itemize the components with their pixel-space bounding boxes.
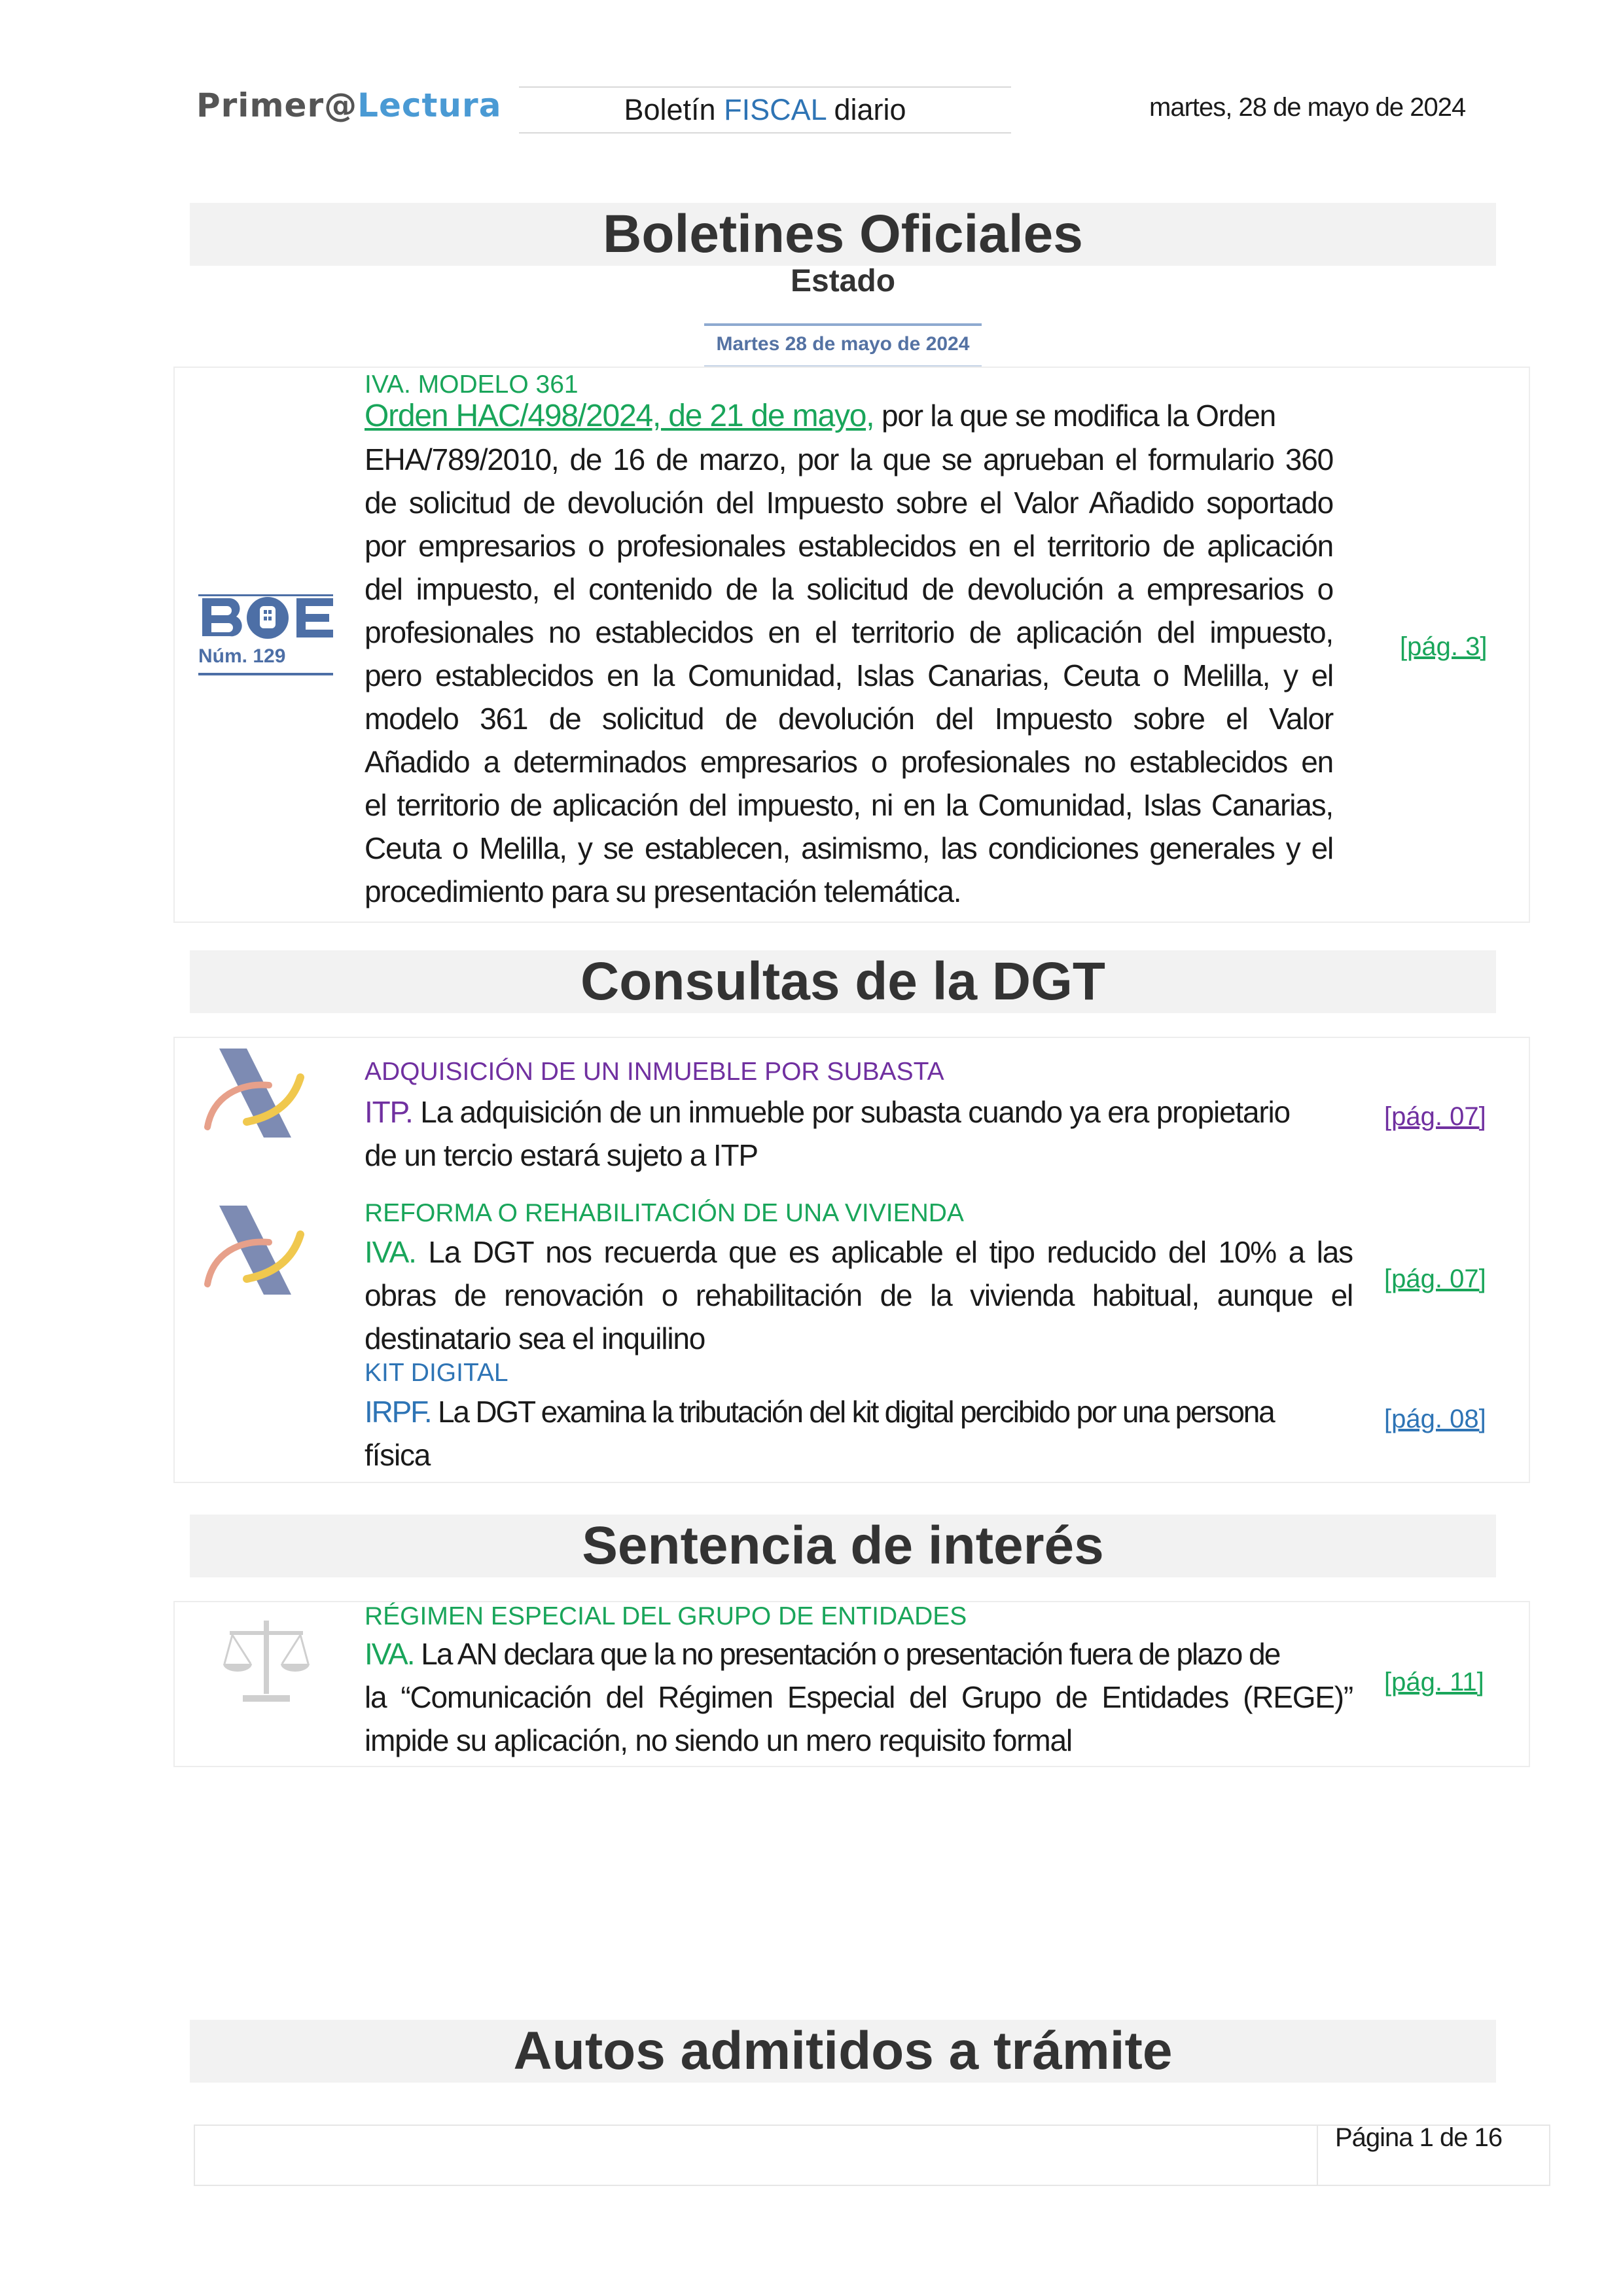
consulta-category: KIT DIGITAL: [365, 1359, 508, 1387]
consulta-text-line: La adquisición de un inmueble por subasta cuando ya era propietario: [412, 1095, 1290, 1129]
item-text-line: modelo 361 de solicitud de devolución del Impuesto sobre el Valor: [365, 702, 1333, 736]
scale-of-justice-icon: [221, 1615, 312, 1707]
consulta-category: ADQUISICIÓN DE UN INMUEBLE POR SUBASTA: [365, 1058, 944, 1086]
primeralectura-logo: [196, 86, 501, 124]
boletines-item-box: [173, 367, 1530, 923]
consulta-description: [365, 1090, 1353, 1177]
consulta-text-line: de un tercio estará sujeto a ITP: [365, 1138, 758, 1172]
boe-logo-top-rule: [198, 594, 333, 596]
agencia-tributaria-logo: [201, 1045, 312, 1143]
item-text-line: del impuesto, el contenido de la solicitud de devolución a empresarios o: [365, 572, 1333, 606]
section-title-autos: Autos admitidos a trámite: [190, 2020, 1496, 2083]
logo-text-part2: Lectura: [357, 86, 502, 124]
consulta-text-line: física: [365, 1438, 431, 1472]
tax-prefix: IRPF.: [365, 1395, 431, 1429]
page-ref-link[interactable]: [pág. 11]: [1384, 1668, 1484, 1696]
item-text-line: Añadido a determinados empresarios o profesionales no establecidos en: [365, 745, 1333, 779]
item-text-line: por empresarios o profesionales establecidos en el territorio de aplicación: [365, 529, 1333, 563]
consultas-box: [173, 1037, 1530, 1483]
consulta-text-line: obras de renovación o rehabilitación de la vivienda habitual, aunque el: [365, 1278, 1353, 1312]
page-ref-link[interactable]: [pág. 07]: [1384, 1265, 1486, 1293]
consulta-text-line: destinatario sea el inquilino: [365, 1321, 705, 1355]
bulletin-title: [519, 86, 1011, 134]
consulta-text-line: La DGT examina la tributación del kit digital percibido por una persona: [431, 1395, 1274, 1429]
agencia-tributaria-icon: [201, 1202, 312, 1300]
item-text-line: de solicitud de devolución del Impuesto sobre el Valor Añadido soportado: [365, 486, 1333, 520]
bulletin-title-fiscal: FISCAL: [724, 93, 826, 126]
consulta-category: REFORMA O REHABILITACIÓN DE UNA VIVIENDA: [365, 1199, 964, 1227]
boe-number: Núm. 129: [198, 645, 286, 667]
item-text-line: Ceuta o Melilla, y se establecen, asimismo, las condiciones generales y el: [365, 831, 1333, 865]
item-description: [365, 394, 1333, 913]
item-text-line: pero establecidos en la Comunidad, Islas Canarias, Ceuta o Melilla, y el: [365, 658, 1333, 692]
footer-separator: [1317, 2125, 1318, 2186]
logo-text-part1: Primer@: [196, 86, 358, 124]
page-ref-link[interactable]: [pág. 3]: [1400, 632, 1488, 661]
item-text-line: procedimiento para su presentación telemática.: [365, 874, 961, 908]
boe-logo-bottom-rule: [198, 673, 333, 675]
item-text-line: profesionales no establecidos en el territorio de aplicación del impuesto,: [365, 615, 1333, 649]
justice-scale-logo: [221, 1615, 312, 1707]
agencia-tributaria-icon: [201, 1045, 312, 1143]
tax-prefix: ITP.: [365, 1095, 413, 1129]
sentencia-text-line: impide su aplicación, no siendo un mero requisito formal: [365, 1723, 1072, 1757]
boe-logo: [198, 593, 338, 672]
consulta-description: [365, 1230, 1353, 1360]
bulletin-title-post: diario: [825, 93, 906, 126]
sentencia-description: [365, 1632, 1353, 1762]
sentencia-category: RÉGIMEN ESPECIAL DEL GRUPO DE ENTIDADES: [365, 1602, 967, 1630]
boe-emblem-icon: [198, 593, 338, 645]
page-ref-link[interactable]: [pág. 07]: [1384, 1102, 1486, 1131]
sentencia-text-line: la “Comunicación del Régimen Especial del Grupo de Entidades (REGE)”: [365, 1680, 1353, 1714]
bulletin-title-pre: Boletín: [624, 93, 724, 126]
page-ref-link[interactable]: [pág. 08]: [1384, 1405, 1486, 1433]
tax-prefix: IVA.: [365, 1235, 416, 1269]
consulta-description: [365, 1390, 1353, 1477]
sentencia-box: [173, 1601, 1530, 1767]
section-title-consultas: Consultas de la DGT: [190, 950, 1496, 1013]
tax-prefix: IVA.: [365, 1637, 414, 1671]
item-text-line: por la que se modifica la Orden: [874, 399, 1276, 433]
section-subtitle-estado: Estado: [790, 264, 896, 298]
sentencia-text-line: La AN declara que la no presentación o presentación fuera de plazo de: [414, 1637, 1280, 1671]
page-number: Página 1 de 16: [1335, 2123, 1503, 2152]
header-date: martes, 28 de mayo de 2024: [1149, 93, 1466, 122]
item-category: IVA. MODELO 361: [365, 370, 579, 399]
item-text-line: EHA/789/2010, de 16 de marzo, por la que se aprueban el formulario 360: [365, 442, 1333, 476]
section-title-boletines: Boletines Oficiales: [190, 203, 1496, 266]
boe-date-strip: Martes 28 de mayo de 2024: [704, 323, 982, 367]
orden-link[interactable]: Orden HAC/498/2024, de 21 de mayo,: [365, 399, 874, 433]
consulta-text-line: La DGT nos recuerda que es aplicable el tipo reducido del 10% a las: [416, 1235, 1353, 1269]
item-text-line: el territorio de aplicación del impuesto, ni en la Comunidad, Islas Canarias,: [365, 788, 1333, 822]
section-title-sentencia: Sentencia de interés: [190, 1515, 1496, 1577]
agencia-tributaria-logo: [201, 1202, 312, 1300]
